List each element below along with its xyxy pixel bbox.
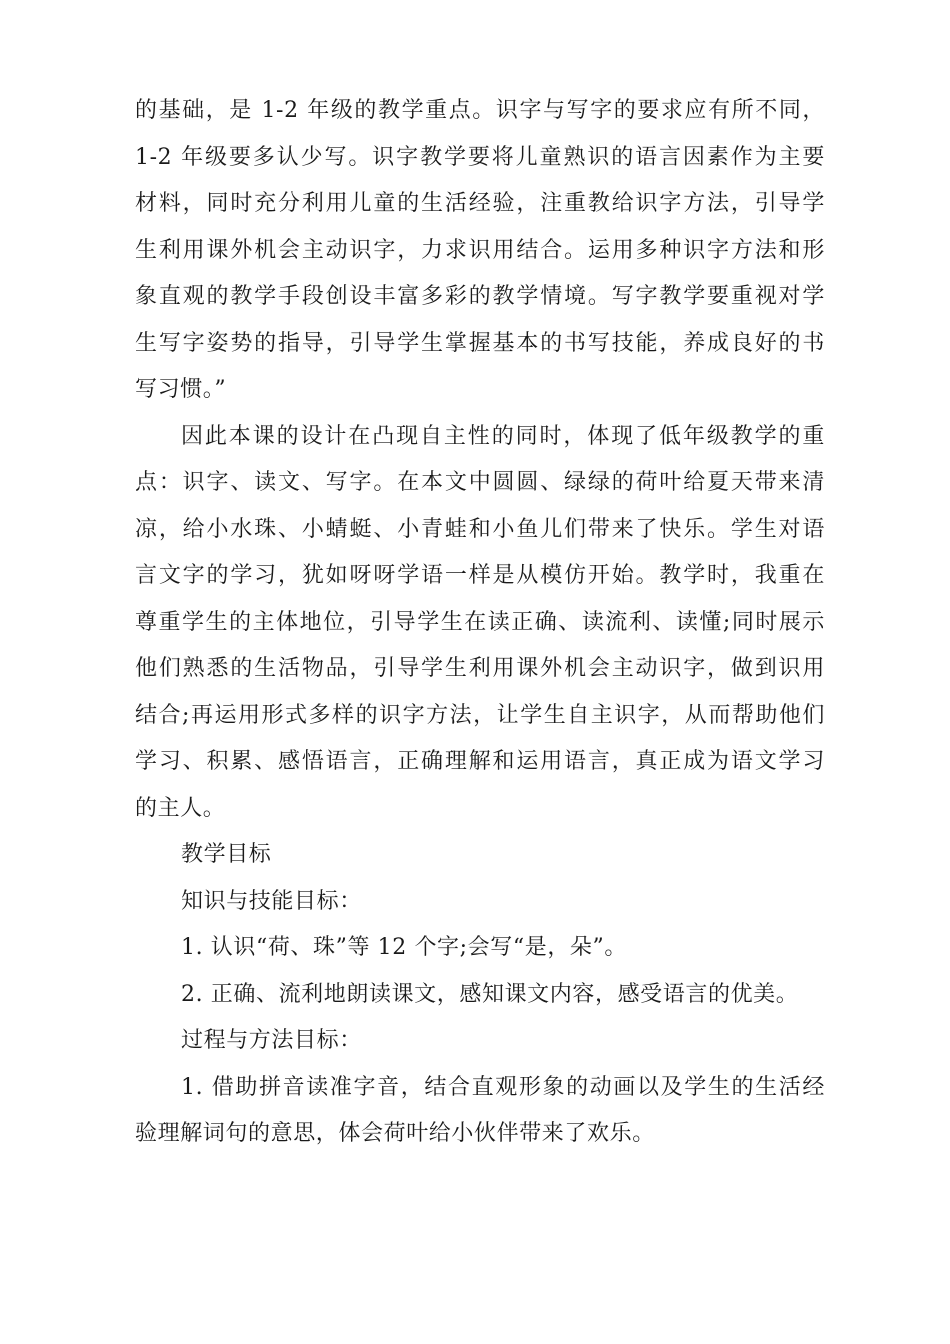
text-line: 点：识字、读文、写字。在本文中圆圆、绿绿的荷叶给夏天带来清 [135, 470, 825, 495]
text-line: 结合;再运用形式多样的识字方法，让学生自主识字，从而帮助他们 [135, 702, 825, 728]
list-item: 2. 正确、流利地朗读课文，感知课文内容，感受语言的优美。 [181, 981, 799, 1007]
subheading-knowledge-skills: 知识与技能目标： [181, 888, 362, 914]
text-line: 生写字姿势的指导，引导学生掌握基本的书写技能，养成良好的书 [135, 330, 825, 356]
document-body [135, 88, 825, 1158]
paragraph-literacy-requirements [135, 88, 825, 414]
text-line: 他们熟悉的生活物品，引导学生利用课外机会主动识字，做到识用 [135, 656, 825, 681]
text-line: 学习、积累、感悟语言，正确理解和运用语言，真正成为语文学习 [135, 749, 825, 774]
text-line: 验理解词句的意思，体会荷叶给小伙伴带来了欢乐。 [135, 1121, 655, 1146]
text-line: 1-2 年级要多认少写。识字教学要将儿童熟识的语言因素作为主要 [135, 144, 825, 170]
text-line: 言文字的学习，犹如呀呀学语一样是从模仿开始。教学时，我重在 [135, 563, 825, 588]
list-item: 1. 认识“荷、珠”等 12 个字;会写“是，朵”。 [181, 935, 627, 960]
text-line: 生利用课外机会主动识字，力求识用结合。运用多种识字方法和形 [135, 237, 825, 263]
subheading-process-methods: 过程与方法目标： [181, 1028, 362, 1053]
section-heading-teaching-goals: 教学目标 [181, 842, 272, 867]
text-line: 的主人。 [135, 795, 226, 821]
text-line: 写习惯。” [135, 377, 227, 402]
text-line: 因此本课的设计在凸现自主性的同时，体现了低年级教学的重 [181, 423, 825, 449]
text-line: 象直观的教学手段创设丰富多彩的教学情境。写字教学要重视对学 [135, 284, 825, 309]
text-line: 尊重学生的主体地位，引导学生在读正确、读流利、读懂;同时展示 [135, 609, 825, 635]
list-item [135, 1065, 825, 1158]
text-line: 凉，给小水珠、小蜻蜓、小青蛙和小鱼儿们带来了快乐。学生对语 [135, 516, 825, 542]
text-line: 的基础，是 1-2 年级的教学重点。识字与写字的要求应有所不同， [135, 98, 825, 123]
text-line: 材料，同时充分利用儿童的生活经验，注重教给识字方法，引导学 [135, 191, 825, 216]
paragraph-lesson-design [135, 414, 825, 833]
text-line: 1. 借助拼音读准字音，结合直观形象的动画以及学生的生活经 [181, 1074, 825, 1100]
